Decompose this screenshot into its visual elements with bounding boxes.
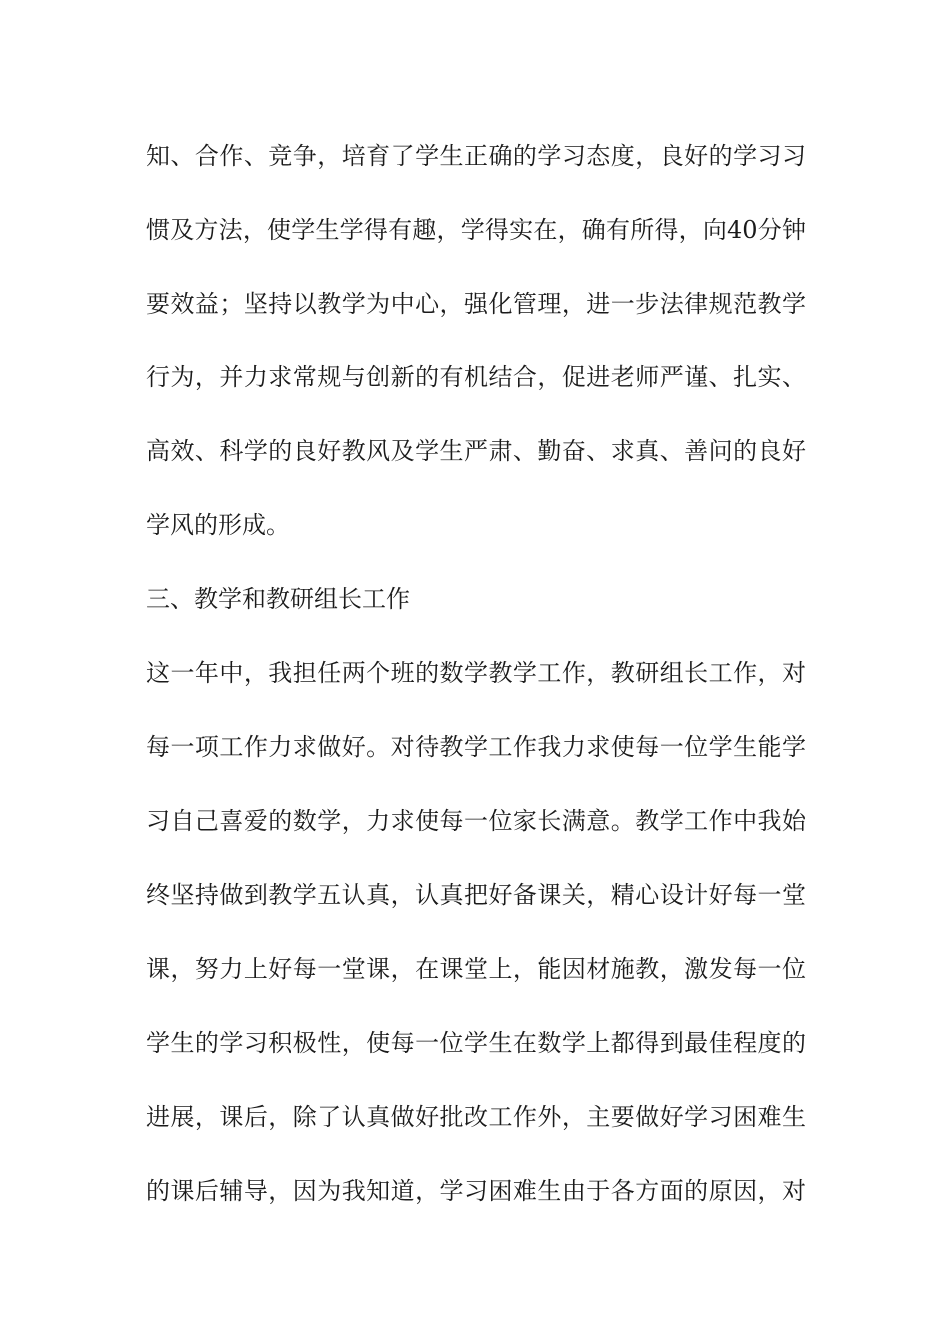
paragraph-line: 习自己喜爱的数学，力求使每一位家长满意。教学工作中我始 <box>146 807 806 835</box>
section-heading: 三、教学和教研组长工作 <box>146 585 410 613</box>
paragraph-line: 学风的形成。 <box>146 511 290 539</box>
paragraph-line: 高效、科学的良好教风及学生严肃、勤奋、求真、善问的良好 <box>146 437 806 465</box>
paragraph-line: 学生的学习积极性，使每一位学生在数学上都得到最佳程度的 <box>146 1029 806 1057</box>
paragraph-line: 要效益；坚持以教学为中心，强化管理，进一步法律规范教学 <box>146 290 806 318</box>
paragraph-line: 的课后辅导，因为我知道，学习困难生由于各方面的原因，对 <box>146 1177 806 1205</box>
paragraph-line: 知、合作、竞争，培育了学生正确的学习态度，良好的学习习 <box>146 142 806 170</box>
paragraph-line: 课，努力上好每一堂课，在课堂上，能因材施教，激发每一位 <box>146 955 806 983</box>
paragraph-line: 行为，并力求常规与创新的有机结合，促进老师严谨、扎实、 <box>146 363 806 391</box>
paragraph-line: 每一项工作力求做好。对待教学工作我力求使每一位学生能学 <box>146 733 806 761</box>
paragraph-line: 惯及方法，使学生学得有趣，学得实在，确有所得，向40分钟 <box>146 216 806 244</box>
paragraph-line: 这一年中，我担任两个班的数学教学工作，教研组长工作，对 <box>146 659 806 687</box>
paragraph-line: 进展，课后，除了认真做好批改工作外，主要做好学习困难生 <box>146 1103 806 1131</box>
paragraph-line: 终坚持做到教学五认真，认真把好备课关，精心设计好每一堂 <box>146 881 806 909</box>
